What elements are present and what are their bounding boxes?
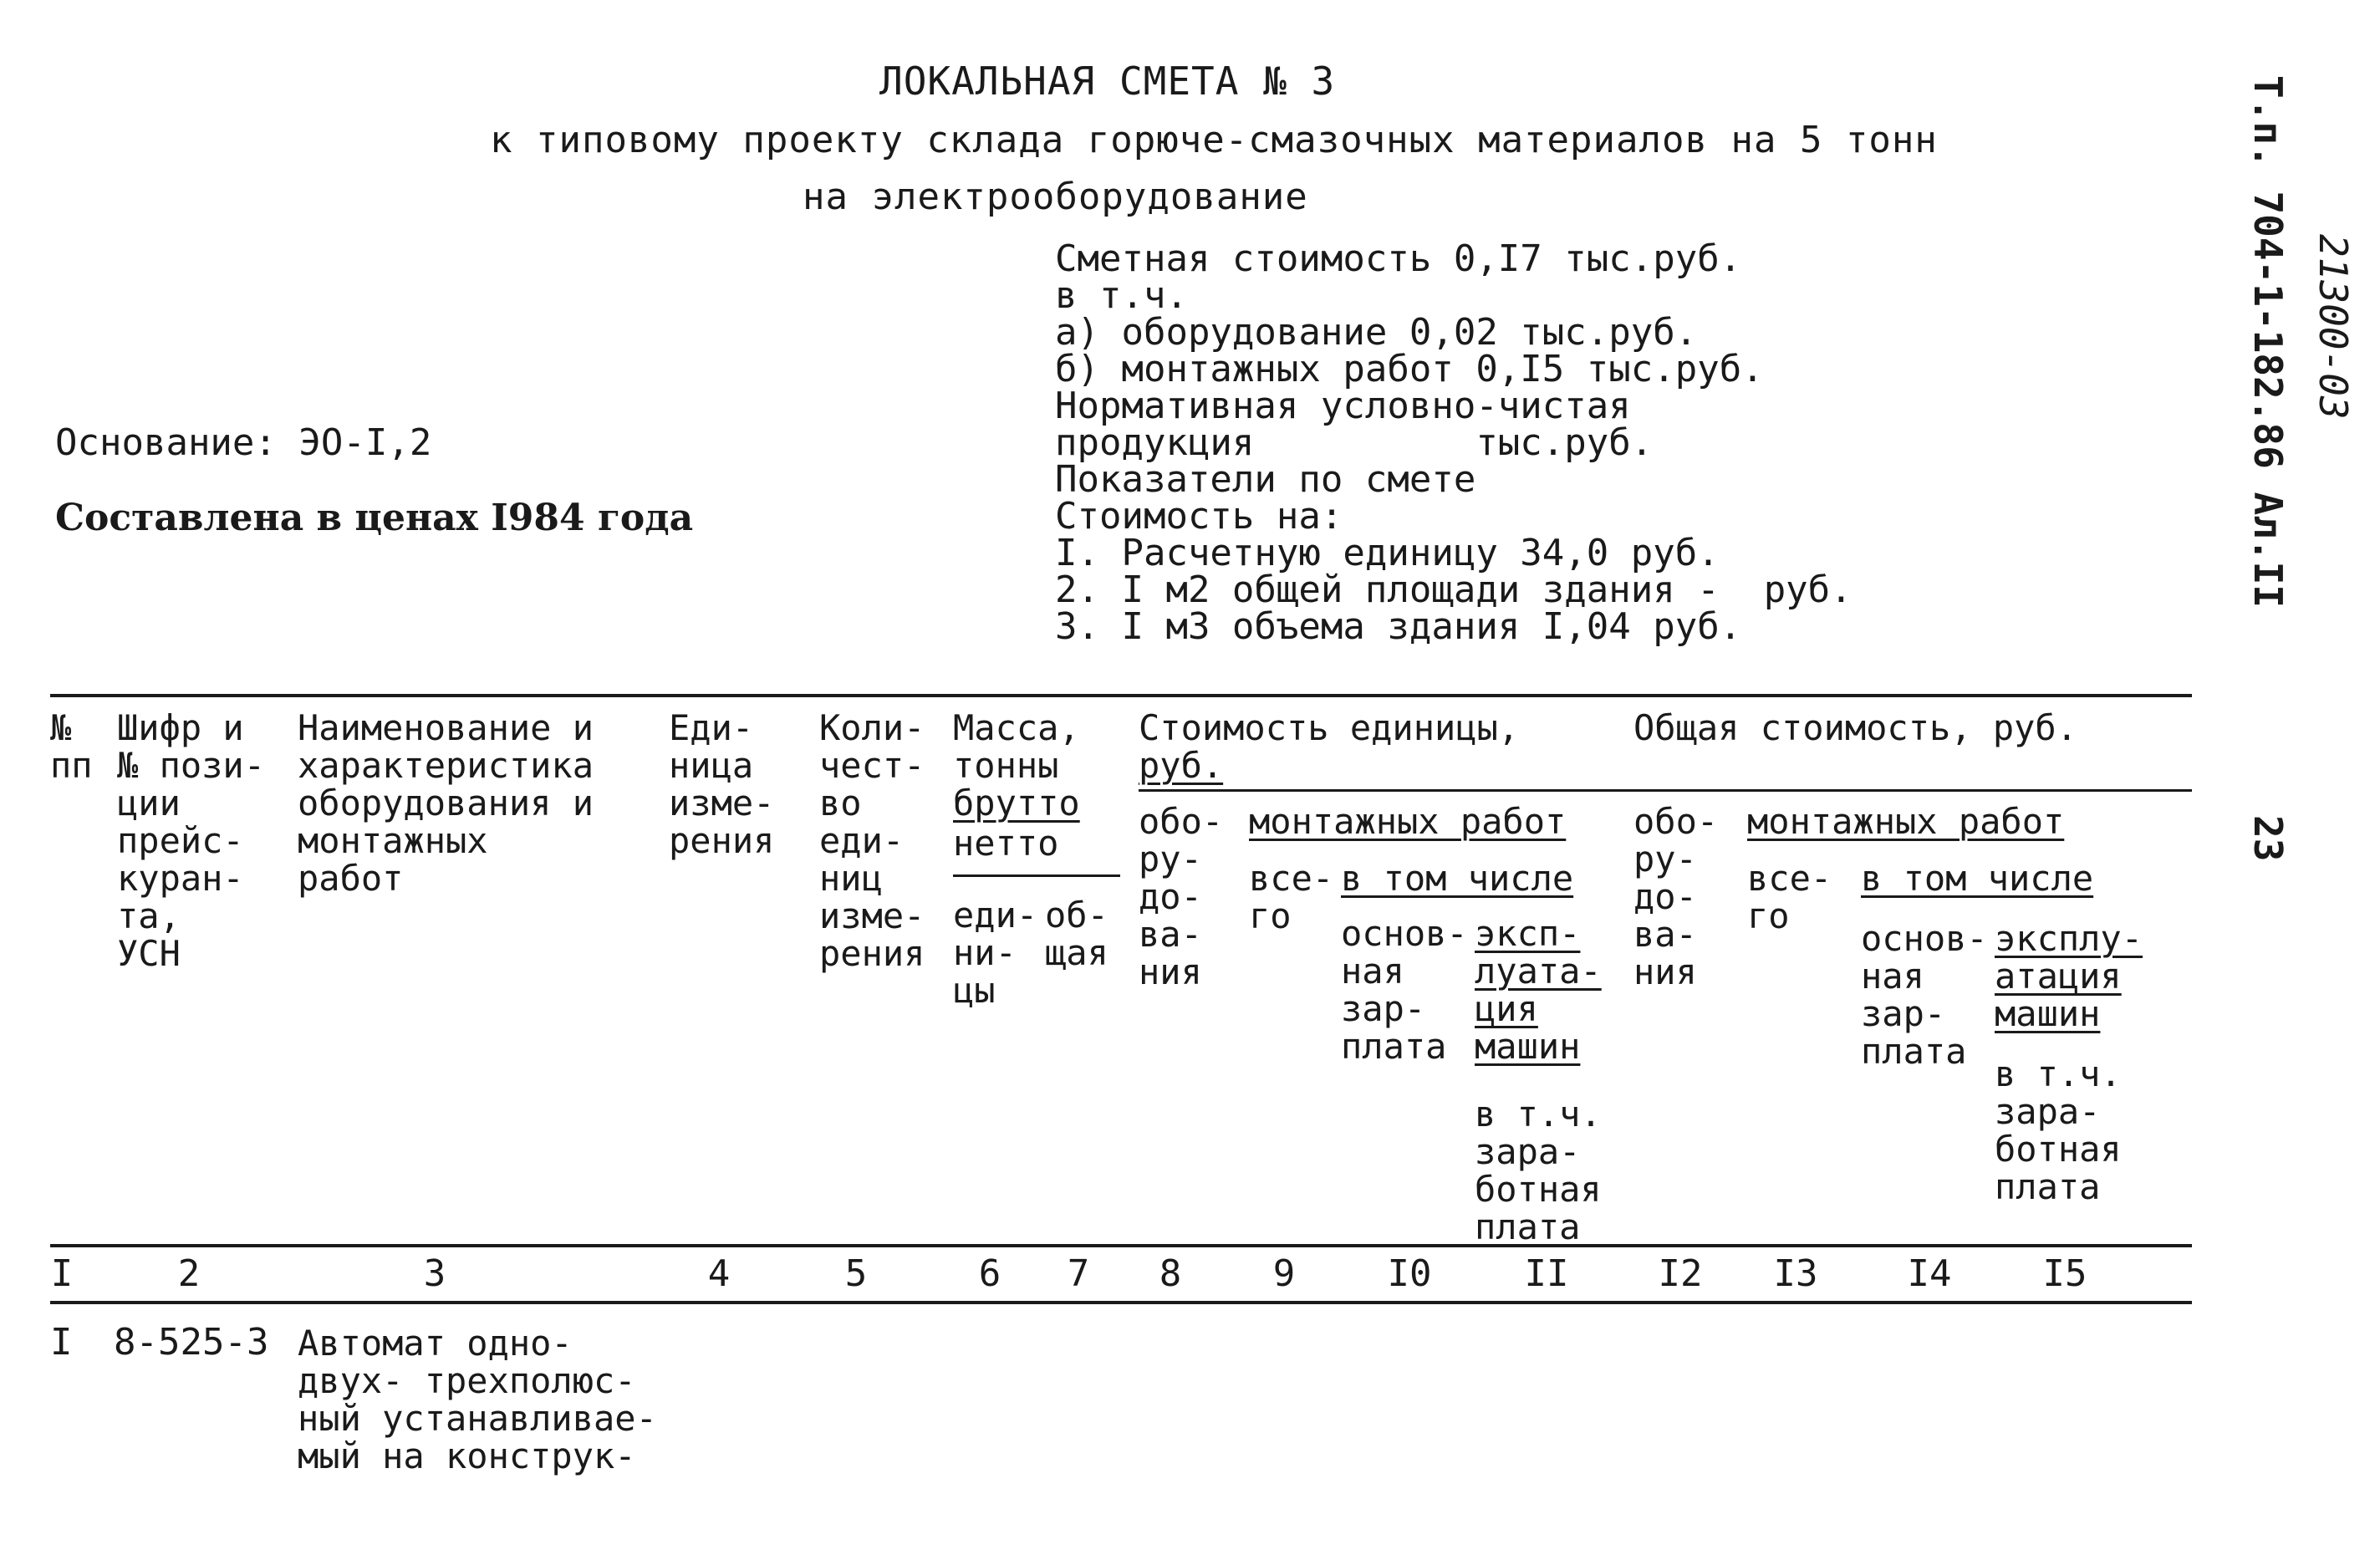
colnum-4: 4 <box>707 1252 731 1295</box>
colnum-12: I2 <box>1658 1252 1703 1295</box>
header-col-name: Наименование и характеристика оборудования и монтажных работ <box>298 707 594 899</box>
summary-item-3: 3. I м3 объема здания I,04 руб. <box>1055 605 1742 648</box>
header-bottom-rule <box>50 1244 2192 1247</box>
header-col-code: Шифр и № пози- ции прейс- куран- та, УСН <box>117 707 266 974</box>
colnum-13: I3 <box>1773 1252 1818 1295</box>
colnum-15: I5 <box>2042 1252 2087 1295</box>
colnum-5: 5 <box>844 1252 868 1295</box>
header-unit-mount: монтажных работ <box>1249 801 1567 842</box>
colnum-11: II <box>1524 1252 1569 1295</box>
prices-label: Составлена в ценах I984 года <box>55 497 694 539</box>
header-total-all: все- го <box>1747 858 1832 936</box>
summary-item-2: 2. I м2 общей площади здания - руб. <box>1055 569 1853 611</box>
header-total-incl: в том числе <box>1861 858 2094 899</box>
header-mass-netto: нетто <box>953 823 1059 864</box>
colnum-bottom-rule <box>50 1301 2192 1304</box>
header-mass-unit: еди- ни- цы <box>953 895 1038 1011</box>
row-1-num: I <box>50 1321 73 1364</box>
header-unit-incl: в том числе <box>1341 858 1574 899</box>
header-total-cost: Общая стоимость, руб. <box>1633 707 2078 748</box>
summary-norm-2: продукция тыс.руб. <box>1055 421 1654 464</box>
summary-item-1: I. Расчетную единицу 34,0 руб. <box>1055 532 1720 574</box>
colnum-2: 2 <box>177 1252 201 1295</box>
header-mass-brutto: брутто <box>953 783 1080 823</box>
table-top-rule <box>50 694 2192 697</box>
header-total-base: основ- ная зар- плата <box>1861 918 1988 1072</box>
cost-group-rule <box>1139 789 2192 792</box>
summary-incl: в т.ч. <box>1055 274 1188 317</box>
header-unit-cost-rub: руб. <box>1139 745 1224 786</box>
page-subtitle-2: на электрооборудование <box>803 176 1308 218</box>
summary-indicators: Показатели по смете <box>1055 458 1476 501</box>
row-1-name: Автомат одно- двух- трехполюс- ный устанавливае- мый на конструк- <box>298 1323 657 1476</box>
summary-norm-1: Нормативная условно-чистая <box>1055 385 1631 427</box>
header-total-mount: монтажных работ <box>1747 801 2065 842</box>
page-number: 23 <box>2245 815 2291 862</box>
header-unit-expl: эксп- луата- ция машин <box>1475 913 1602 1067</box>
header-unit-all: все- го <box>1249 858 1334 936</box>
header-unit-equip: обо- ру- до- ва- ния <box>1139 801 1224 992</box>
colnum-14: I4 <box>1907 1252 1952 1295</box>
project-code: Т.п. 704-1-182.86 Ал.II <box>2245 75 2291 608</box>
header-col-num: № пп <box>50 707 93 786</box>
header-col-unit: Еди- ница изме- рения <box>669 707 775 861</box>
colnum-6: 6 <box>978 1252 1001 1295</box>
page-title: ЛОКАЛЬНАЯ СМЕТА № 3 <box>879 59 1336 104</box>
header-total-equip: обо- ру- до- ва- ния <box>1633 801 1719 992</box>
summary-cost-for: Стоимость на: <box>1055 495 1343 538</box>
summary-equipment: а) оборудование 0,02 тыс.руб. <box>1055 311 1698 354</box>
summary-mounting: б) монтажных работ 0,I5 тыс.руб. <box>1055 348 1764 390</box>
header-col-mass: Масса, тонны <box>953 707 1080 786</box>
archive-code: 21300-03 <box>2311 234 2356 420</box>
header-unit-wage: в т.ч. зара- ботная плата <box>1475 1094 1602 1247</box>
colnum-7: 7 <box>1067 1252 1090 1295</box>
basis-label: Основание: ЭО-I,2 <box>55 421 432 464</box>
header-mass-total: об- щая <box>1045 895 1108 973</box>
colnum-1: I <box>50 1252 74 1295</box>
colnum-10: I0 <box>1387 1252 1432 1295</box>
colnum-9: 9 <box>1272 1252 1296 1295</box>
header-total-expl: эксплу- атация машин <box>1995 918 2143 1034</box>
header-col-qty: Коли- чест- во еди- ниц изме- рения <box>819 707 925 974</box>
page-subtitle: к типовому проекту склада горюче-смазочных материалов на 5 тонн <box>490 119 1938 161</box>
summary-cost: Сметная стоимость 0,I7 тыс.руб. <box>1055 237 1742 280</box>
mass-rule <box>953 874 1120 877</box>
header-unit-cost: Стоимость единицы, <box>1139 707 1520 748</box>
header-unit-base: основ- ная зар- плата <box>1341 913 1468 1067</box>
colnum-3: 3 <box>423 1252 446 1295</box>
header-total-wage: в т.ч. зара- ботная плата <box>1995 1053 2122 1207</box>
colnum-8: 8 <box>1159 1252 1182 1295</box>
row-1-code: 8-525-3 <box>114 1321 269 1364</box>
